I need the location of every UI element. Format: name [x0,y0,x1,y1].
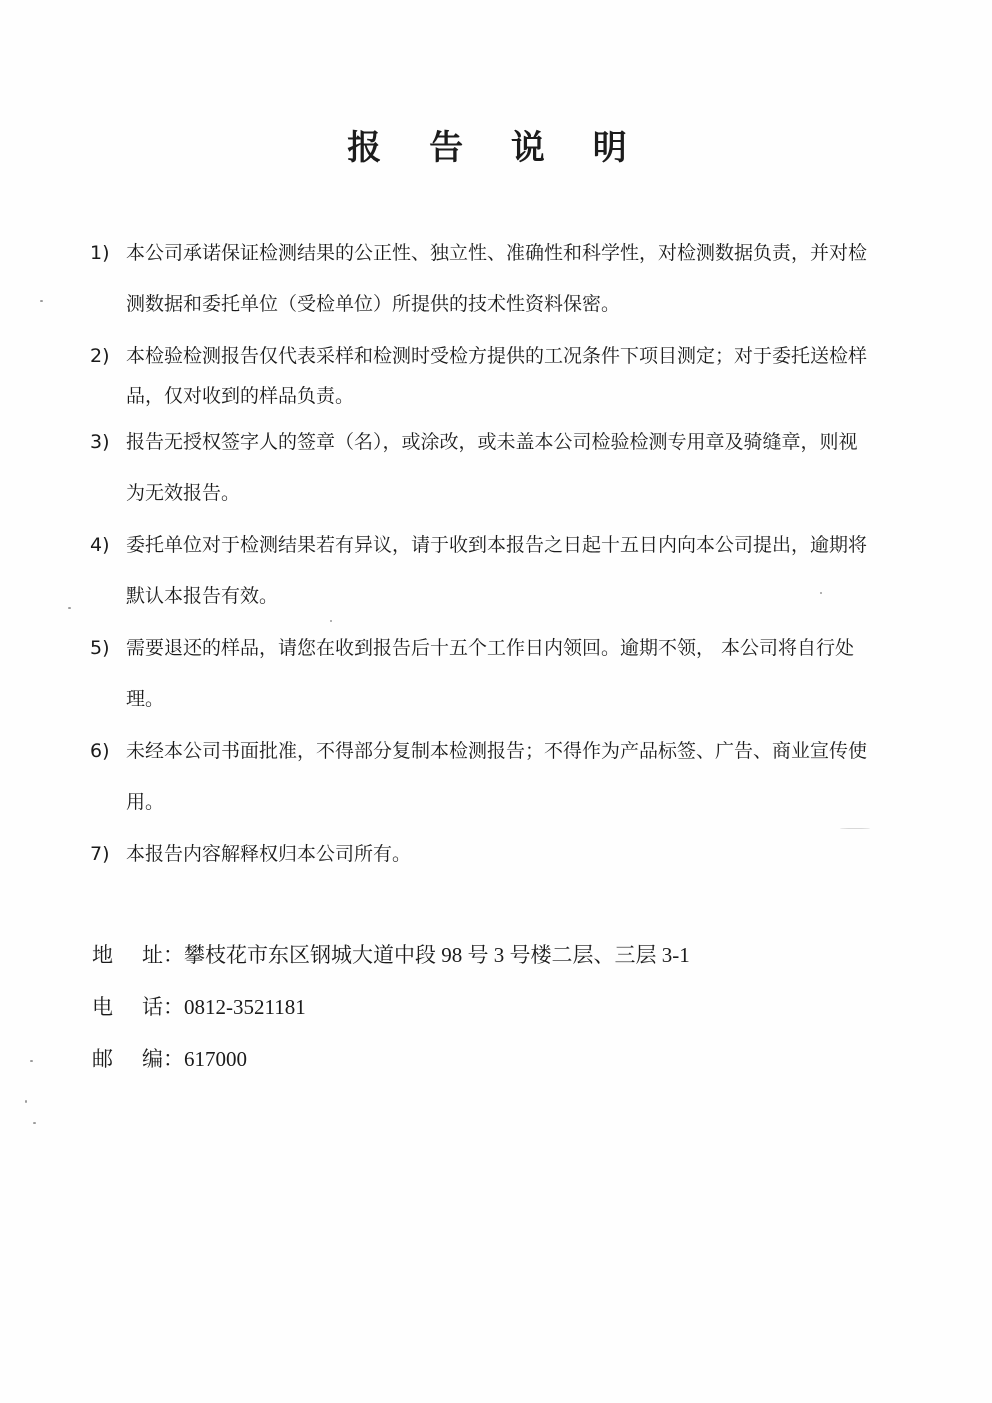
postcode-label-char: 邮 [92,1047,113,1071]
scan-speck [840,828,870,829]
statement-item-7 [90,829,920,880]
statement-text: 本报告内容解释权归本公司所有。 [126,843,412,865]
statement-text: 需要退还的样品，请您在收到报告后十五个工作日内领回。逾期不领， 本公司将自行处 理。 [126,637,855,710]
statement-text: 委托单位对于检测结果若有异议，请于收到本报告之日起十五日内向本公司提出，逾期将 默认本报告有效。 [126,534,868,607]
statement-number: 5) [90,637,110,659]
statement-number: 6) [90,740,110,762]
contact-info [92,933,912,1089]
scan-speck [33,1122,36,1124]
document-title: 报 告 说 明 [347,128,645,168]
phone-label-char: 电 [92,995,113,1019]
statement-number: 3) [90,431,110,453]
statement-number: 7) [90,843,110,865]
postcode-label [92,1037,184,1089]
address-row [92,933,912,985]
scan-speck [820,592,822,594]
scan-speck [68,607,71,609]
phone-row [92,985,912,1037]
postcode-value: 617000 [184,1047,247,1071]
address-label-char: 地 [92,943,113,967]
statement-text: 报告无授权签字人的签章（名），或涂改，或未盖本公司检验检测专用章及骑缝章，则视 为无效报告。 [126,431,858,504]
postcode-label-char: 编： [142,1047,184,1071]
statement-text: 本公司承诺保证检测结果的公正性、独立性、准确性和科学性，对检测数据负责，并对检 测数据和委托单位（受检单位）所提供的技术性资料保密。 [126,242,868,315]
statement-item-3 [90,417,920,519]
statement-number: 1) [90,242,110,264]
address-label-char: 址： [142,943,184,967]
statement-text: 本检验检测报告仅代表采样和检测时受检方提供的工况条件下项目测定；对于委托送检样 品，仅对收到的样品负责。 [126,345,868,407]
scan-speck [330,620,332,622]
statement-text: 未经本公司书面批准，不得部分复制本检测报告；不得作为产品标签、广告、商业宣传使 用。 [126,740,868,813]
statement-number: 2) [90,345,110,367]
statement-number: 4) [90,534,110,556]
phone-value: 0812-3521181 [184,995,306,1019]
scan-speck [25,1100,27,1103]
statement-item-2 [90,336,920,416]
statement-item-1 [90,228,920,330]
address-value: 攀枝花市东区钢城大道中段 98 号 3 号楼二层、三层 3-1 [184,943,690,967]
phone-label [92,985,184,1037]
phone-label-char: 话： [142,995,184,1019]
scan-speck [40,300,43,302]
statement-list [90,228,920,880]
statement-item-5 [90,623,920,725]
statement-item-4 [90,520,920,622]
postcode-row [92,1037,912,1089]
statement-item-6 [90,726,920,828]
address-label [92,933,184,985]
scan-speck [30,1060,33,1062]
